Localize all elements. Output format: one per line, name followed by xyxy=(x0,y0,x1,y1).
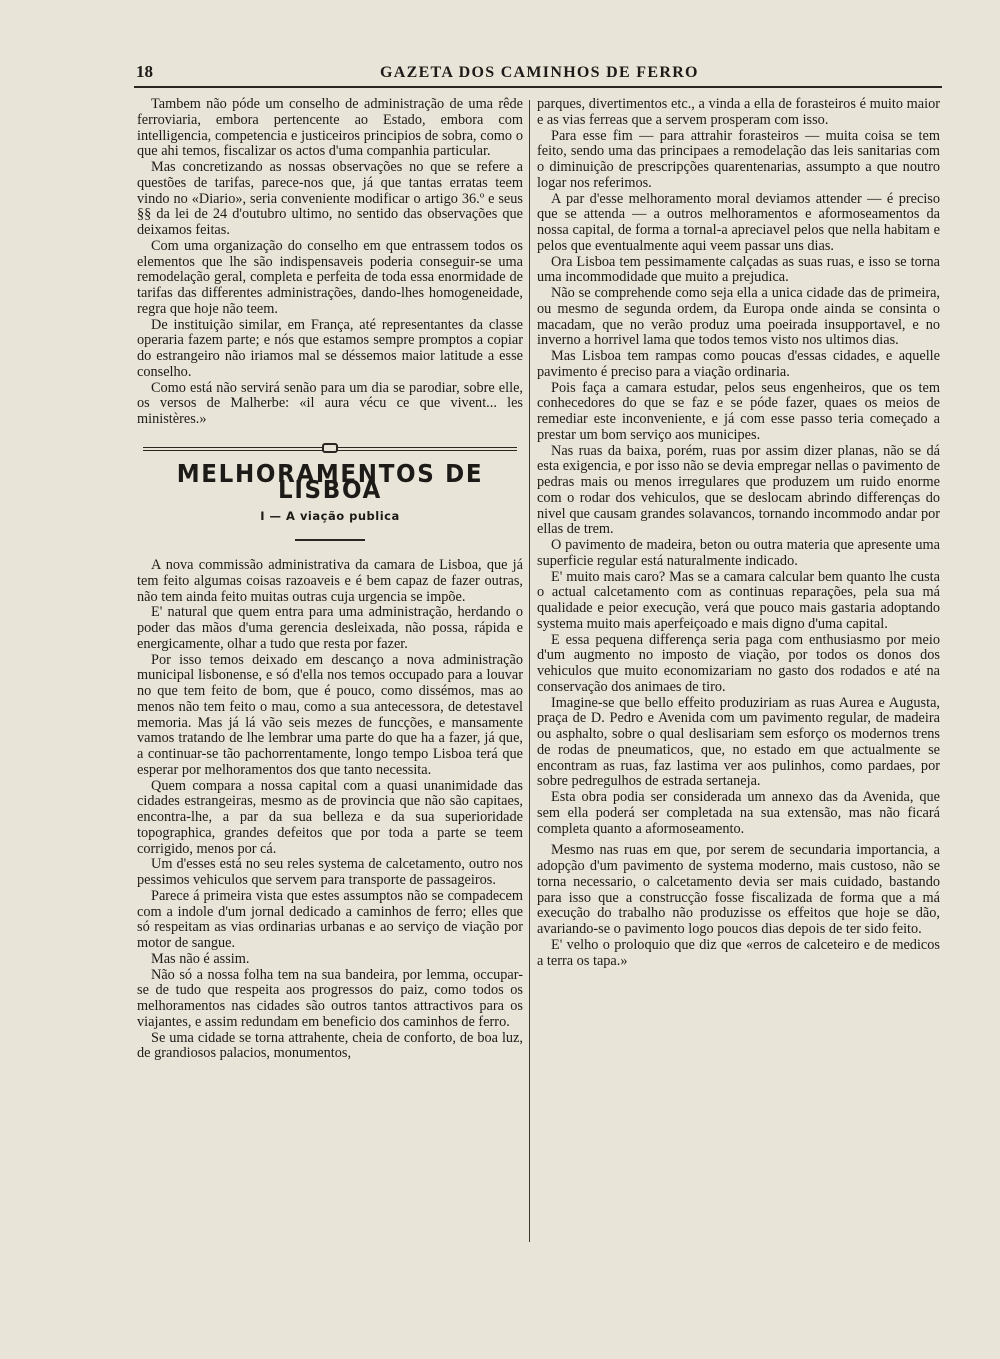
paragraph: Ora Lisboa tem pessimamente calçadas as suas ruas, e isso se torna uma incommodidade que muito a prejudica. xyxy=(537,253,940,286)
column-divider xyxy=(529,100,530,1242)
subtitle-rule xyxy=(295,539,365,541)
page-number: 18 xyxy=(136,62,153,81)
paragraph: E essa pequena differença seria paga com enthusiasmo por meio d'um augmento no imposto de viação, por todos os donos dos vehiculos que muito economizariam no gasto dos rodados e até na conservação dos animaes de tiro. xyxy=(537,631,940,695)
paragraph: Quem compara a nossa capital com a quasi unanimidade das cidades estrangeiras, mesmo as de provincia que não são capitaes, encontra-lhe, a par da sua belleza e da sua superioridade topographica, grandes defeitos que por toda a parte se teem corrigido, menos por cá. xyxy=(137,777,523,857)
paragraph: Mas concretizando as nossas observações no que se refere a questões de tarifas, parece-nos que, já que tantas erratas teem vindo no «Diario», seria conveniente modificar o artigo 36.º e seus §§ da lei de 24 d'outubro ultimo, no sentido das observações que deixamos feitas. xyxy=(137,159,523,238)
paragraph: De instituição similar, em França, até representantes da classe operaria fazem parte; e nós que estamos sempre promptos a copiar do estrangeiro não iriamos mal se déssemos maior latitude a esse conselho. xyxy=(137,316,523,380)
paragraph: Não se comprehende como seja ella a unica cidade das de primeira, ou mesmo de segunda ordem, da Europa onde ainda se consinta o macadam, que no verão produz uma poeirada insupportavel, e no inverno a horrivel lama que todos temos visto nos ultimos dias. xyxy=(537,285,940,349)
paragraph: E' muito mais caro? Mas se a camara calcular bem quanto lhe custa o actual calcetamento com as continuas reparações, pela sua má qualidade e peior execução, verá que pouco mais gastaria adoptando systema muito mais aperfeiçoado e mais digno d'uma capital. xyxy=(537,568,940,632)
paragraph: Parece á primeira vista que estes assumptos não se compadecem com a indole d'um jornal dedicado a caminhos de ferro; elles que só respeitam as vias ordinarias urbanas e ao serviço de viação por motor de sangue. xyxy=(137,887,523,951)
paragraph: Mas não é assim. xyxy=(151,950,250,967)
paragraph: Não só a nossa folha tem na sua bandeira, por lemma, occupar-se de tudo que respeita aos progressos do paiz, como todos os melhoramentos nas cidades são outros tantos attractivos para os viajantes, e assim redundam em beneficio dos caminhos de ferro. xyxy=(137,966,523,1030)
section-subtitle: I — A viação publica xyxy=(260,509,400,524)
left-column xyxy=(137,97,523,1062)
ornamental-divider xyxy=(143,444,517,454)
paragraph: Nas ruas da baixa, porém, ruas por assim dizer planas, não se dá esta exigencia, e por isso não se devia empregar nellas o pavimento de pedras mais ou menos irregulares que produzem um ruido enorme com o rodar dos vehiculos, que se deslocam abrindo differenças do nivel que causam grandes solavancos, tornando incommodo andar por ellas de trem. xyxy=(537,442,940,538)
paragraph: Imagine-se que bello effeito produziriam as ruas Aurea e Augusta, praça de D. Pedro e Avenida com um pavimento regular, de madeira ou asphalto, sobre o qual deslisariam sem esforço os modernos trens de rodas de pneumaticos, que, no estado em que actualmente se encontram as ruas, faz lastima ver aos pulinhos, como pardaes, por sobre pedregulhos de estrada sertaneja. xyxy=(537,694,940,790)
paragraph: E' natural que quem entra para uma administração, herdando o poder das mãos d'uma gerencia desleixada, não possa, rápida e energicamente, olhar a tudo que resta por fazer. xyxy=(137,604,523,652)
paragraph: E' velho o proloquio que diz que «erros de calceteiro e de medicos a terra os tapa.» xyxy=(537,936,940,969)
header-rule xyxy=(134,86,942,88)
running-title: GAZETA DOS CAMINHOS DE FERRO xyxy=(380,64,699,81)
paragraph: Se uma cidade se torna attrahente, cheia de conforto, de boa luz, de grandiosos palacios, monumentos, xyxy=(137,1029,523,1062)
paragraph: Um d'esses está no seu reles systema de calcetamento, outro nos pessimos vehiculos que servem para transporte de passageiros. xyxy=(137,856,523,888)
paragraph: Para esse fim — para attrahir forasteiros — muita coisa se tem feito, sendo uma das principaes a remodelação das leis sanitarias com o diminuição de prescripções quarentenarias, assumpto a que noutro logar nos referimos. xyxy=(537,127,940,191)
paragraph: Mesmo nas ruas em que, por serem de secundaria importancia, a adopção d'um pavimento de systema moderno, mais custoso, não se torna necessario, o calcetamento devia ser mais cuidado, bastando para isso que a construcção fosse fiscalizada de forma que a má execução do trabalho não produzisse os effeitos que hoje se dão, avariando-se o pavimento logo poucos dias depois de ter sido feito. xyxy=(537,842,940,937)
paragraph: O pavimento de madeira, beton ou outra materia que apresente uma superficie regular está naturalmente indicado. xyxy=(537,537,940,569)
right-column xyxy=(537,97,940,969)
paragraph: Pois faça a camara estudar, pelos seus engenheiros, que os tem conhecedores do que se faz e se póde fazer, quaes os meios de remediar este inconveniente, e já com esse passo teria começado a prestar um bom serviço aos municipes. xyxy=(537,379,940,443)
paragraph-continued: parques, divertimentos etc., a vinda a ella de forasteiros é muito maior e as vias ferreas que a servem prosperam com isso. xyxy=(537,96,940,128)
ornament-knot-icon xyxy=(322,443,338,453)
paragraph: Como está não servirá senão para um dia se parodiar, sobre elle, os versos de Malherbe: «il aura vécu ce que vivent... les ministères.» xyxy=(137,379,523,427)
paragraph: Esta obra podia ser considerada um annexo das da Avenida, que sem ella poderá ser completada na sua extensão, mas não ficará completa quanto a aformoseamento. xyxy=(537,789,940,837)
paragraph: Por isso temos deixado em descanço a nova administração municipal lisbonense, e só d'ella nos temos occupado para a louvar no que tem feito de bom, que é pouco, como dissémos, mas ao menos não tem feito o mau, como a sua antecessora, de detestavel memoria. Mas já lá vão seis mezes de funcções, e mansamente vamos tratando de lhe lembrar uma parte do que ha a fazer, já que, a continuar-se tão pachorrentamente, longo tempo Lisboa terá que esperar por melhoramentos dos que tanto necessita. xyxy=(137,651,523,778)
paragraph: A par d'esse melhoramento moral deviamos attender — é preciso que se attenda — a outros melhoramentos e aformoseamentos da nossa capital, de forma a tornal-a apreciavel pelos que nella habitam e pelos que eventualmente aqui veem passar uns dias. xyxy=(537,190,940,254)
paragraph: A nova commissão administrativa da camara de Lisboa, que já tem feito algumas coisas razoaveis e é bem capaz de fazer outras, não tem ainda feito muitas outras cuja urgencia se impõe. xyxy=(137,557,523,605)
paragraph: Tambem não póde um conselho de administração de uma rêde ferroviaria, embora pertencente ao Estado, embora com intelligencia, competencia e justiceiros principios de sobra, como o que ahi temos, fiscalizar os actos d'uma companhia particular. xyxy=(137,96,523,160)
section-title: MELHORAMENTOS DE LISBOA xyxy=(176,458,484,504)
paragraph: Mas Lisboa tem rampas como poucas d'essas cidades, e aquelle pavimento é preciso para a viação ordinaria. xyxy=(537,348,940,380)
paragraph: Com uma organização do conselho em que entrassem todos os elementos que lhe são indispensaveis poderia conseguir-se uma remodelação geral, completa e perfeita de toda essa enormidade de tarifas das differentes administrações, dando-lhes homogeneidade, regra que hoje não teem. xyxy=(137,237,523,317)
